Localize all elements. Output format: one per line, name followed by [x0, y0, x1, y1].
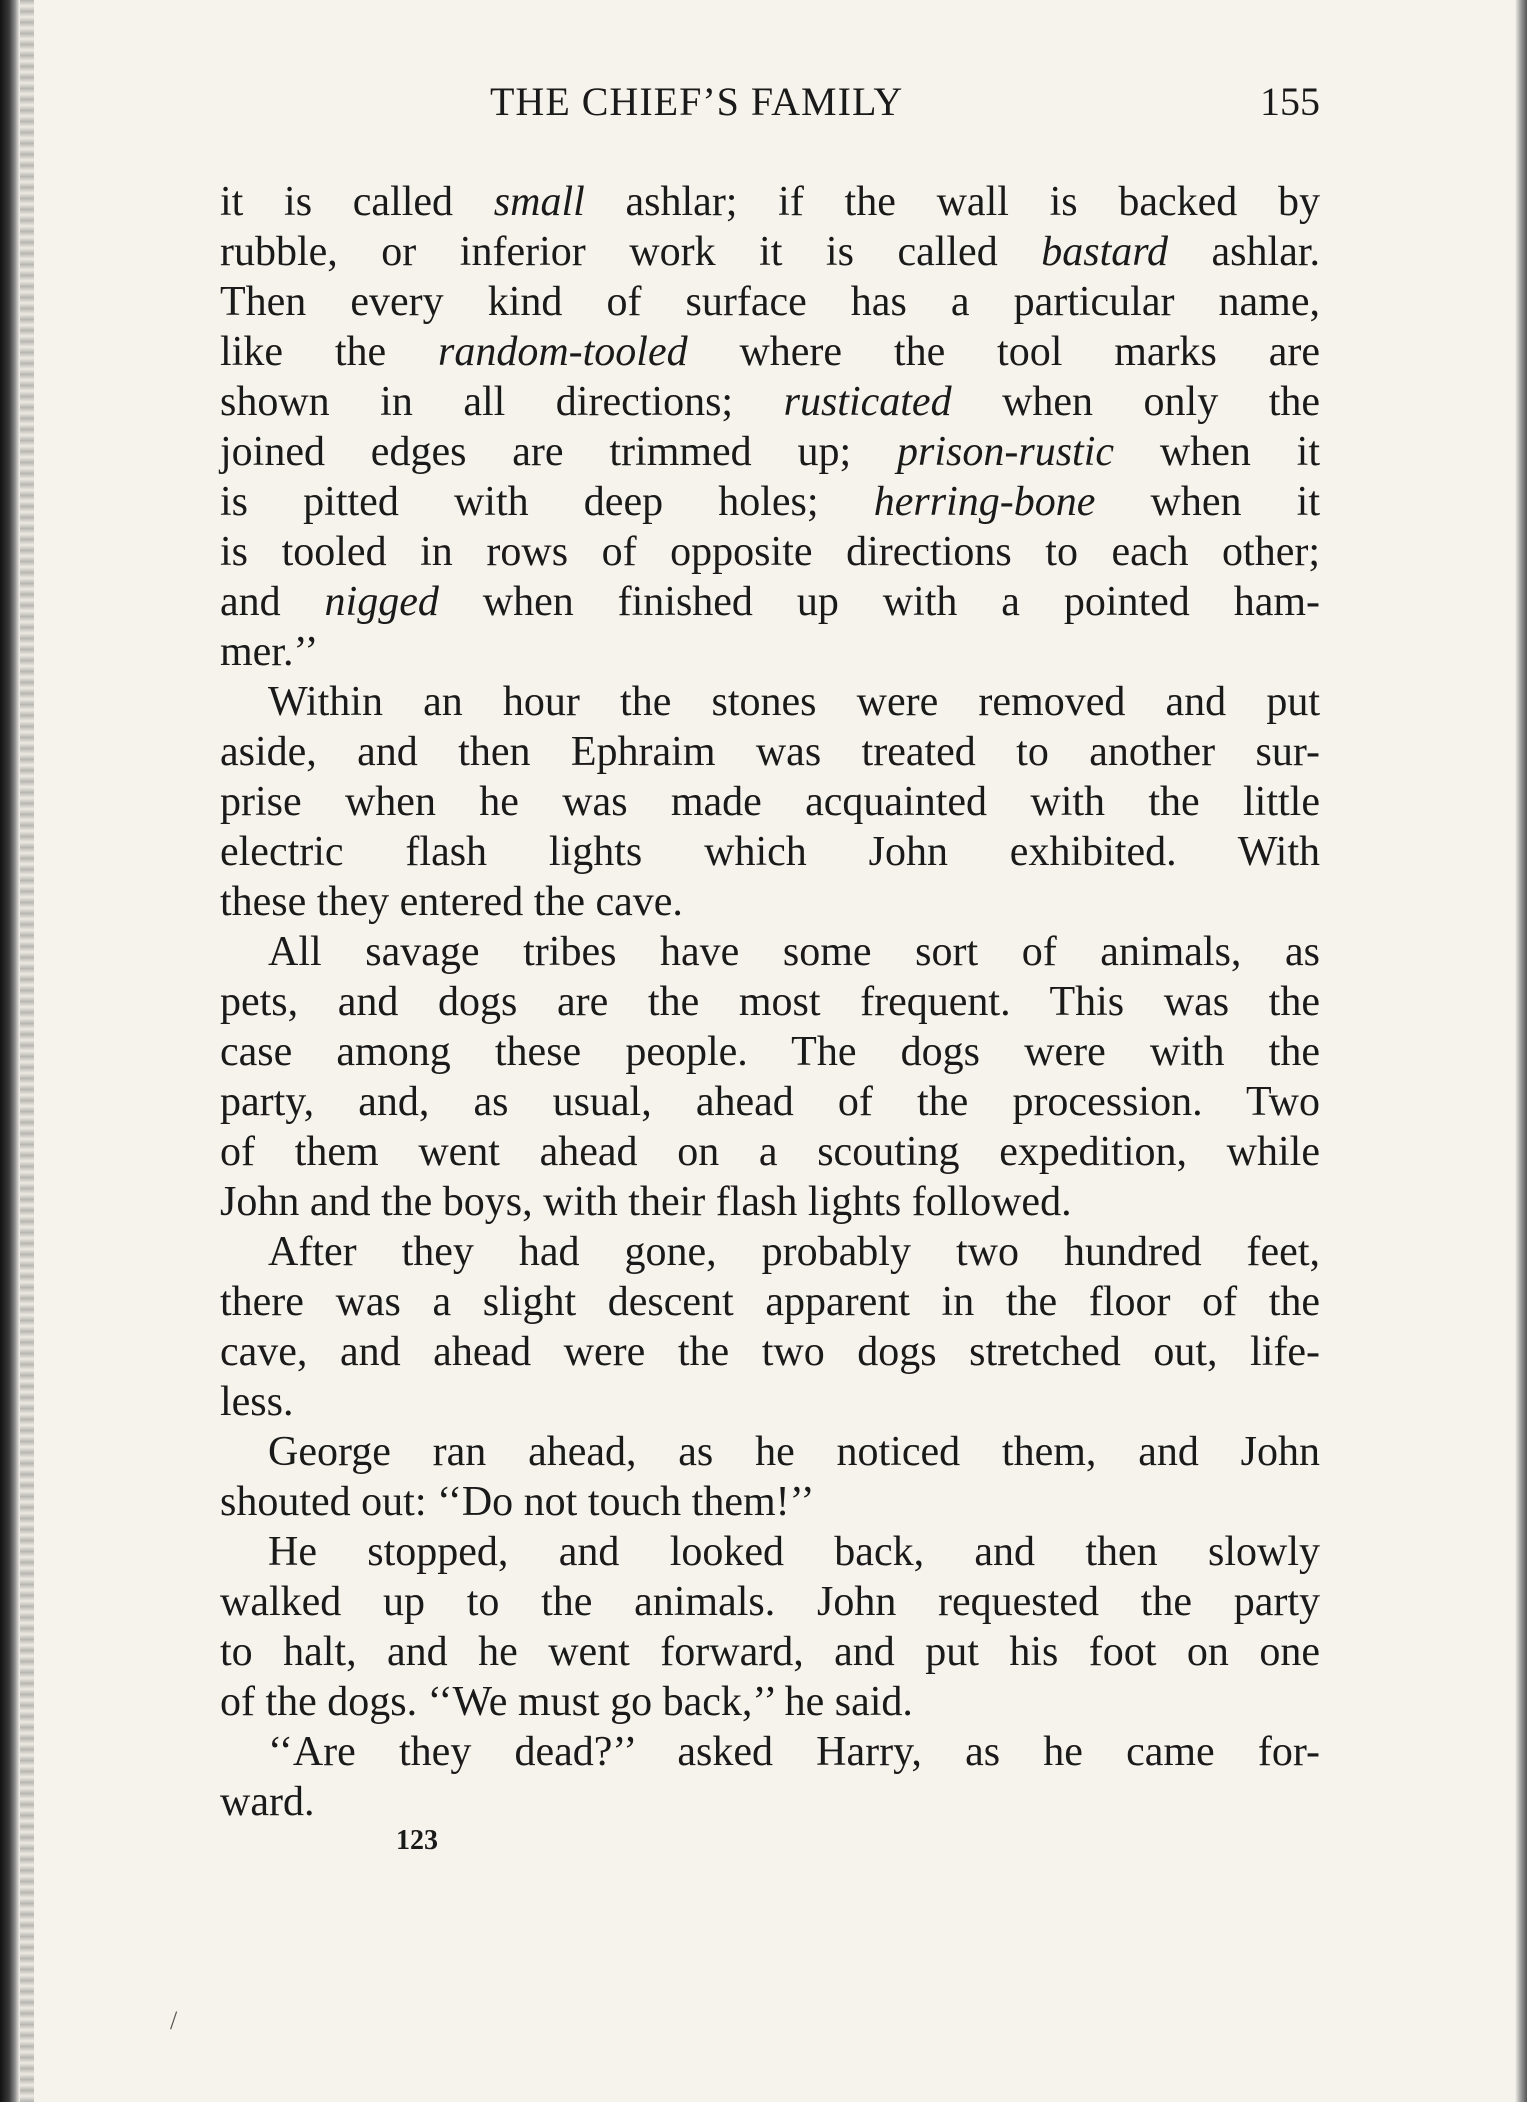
text-line	[220, 377, 1320, 427]
text-segment: George ran ahead, as he noticed them, and John	[268, 1429, 1320, 1475]
italic-term: random-tooled	[437, 329, 688, 375]
text-segment: when it	[1095, 479, 1320, 525]
italic-term: small	[493, 179, 585, 225]
text-segment: After they had gone, probably two hundred feet,	[268, 1229, 1320, 1275]
text-line	[220, 977, 1320, 1027]
text-line	[220, 277, 1320, 327]
text-segment: aside, and then Ephraim was treated to another sur-	[220, 729, 1320, 775]
text-line	[220, 1127, 1320, 1177]
text-line	[220, 477, 1320, 527]
text-segment: rubble, or inferior work it is called	[220, 229, 1042, 275]
text-line	[220, 627, 1320, 677]
text-segment: to halt, and he went forward, and put his foot on one	[220, 1629, 1320, 1675]
text-line	[220, 1227, 1320, 1277]
text-segment: case among these people. The dogs were with the	[220, 1029, 1320, 1075]
text-segment: joined edges are trimmed up;	[220, 429, 898, 475]
signature-mark: 123	[396, 1825, 438, 1856]
binding-shadow-right	[1515, 0, 1527, 2102]
text-segment: when finished up with a pointed ham-	[438, 579, 1320, 625]
text-segment: is pitted with deep holes;	[220, 479, 874, 525]
binding-shadow-left	[0, 0, 20, 2102]
text-line	[220, 1527, 1320, 1577]
text-line	[220, 727, 1320, 777]
text-line	[220, 577, 1320, 627]
text-segment: is tooled in rows of opposite directions to each other;	[220, 529, 1320, 575]
text-segment: electric flash lights which John exhibited. With	[220, 829, 1320, 875]
text-line	[220, 877, 1320, 927]
text-line	[220, 927, 1320, 977]
text-segment: and	[220, 579, 325, 625]
italic-term: prison-rustic	[897, 429, 1115, 475]
running-head: THE CHIEF’S FAMILY	[490, 79, 904, 124]
text-segment: like the	[220, 329, 438, 375]
text-line	[220, 427, 1320, 477]
text-line	[220, 227, 1320, 277]
text-line	[220, 327, 1320, 377]
text-segment: when only the	[951, 379, 1321, 425]
text-line	[220, 1427, 1320, 1477]
text-segment: it is called	[220, 179, 494, 225]
text-segment: cave, and ahead were the two dogs stretched out, life-	[220, 1329, 1320, 1375]
text-line	[220, 1077, 1320, 1127]
text-segment: of the dogs. ‘‘We must go back,’’ he said.	[220, 1679, 913, 1725]
text-line	[220, 1477, 1320, 1527]
page-number: 155	[1260, 79, 1320, 124]
text-line	[220, 1627, 1320, 1677]
text-segment: prise when he was made acquainted with the little	[220, 779, 1320, 825]
text-segment: John and the boys, with their flash lights followed.	[220, 1179, 1072, 1225]
text-segment: Then every kind of surface has a particular name,	[220, 279, 1320, 325]
text-line	[220, 177, 1320, 227]
text-segment: ashlar.	[1168, 229, 1321, 275]
text-segment: where the tool marks are	[687, 329, 1320, 375]
text-segment: He stopped, and looked back, and then slowly	[268, 1529, 1320, 1575]
text-line	[220, 1377, 1320, 1427]
page-header	[220, 78, 1320, 138]
text-line	[220, 1177, 1320, 1227]
italic-term: nigged	[324, 579, 439, 625]
text-segment: party, and, as usual, ahead of the procession. Two	[220, 1079, 1320, 1125]
text-segment: mer.’’	[220, 629, 319, 675]
text-segment: when it	[1114, 429, 1321, 475]
text-segment: there was a slight descent apparent in the floor of the	[220, 1279, 1320, 1325]
italic-term: herring-bone	[873, 479, 1096, 525]
text-line	[220, 777, 1320, 827]
binding-fringe-left	[20, 0, 34, 2102]
text-segment: All savage tribes have some sort of animals, as	[268, 929, 1320, 975]
text-segment: ‘‘Are they dead?’’ asked Harry, as he came for-	[268, 1729, 1320, 1775]
text-line	[220, 1577, 1320, 1627]
text-segment: pets, and dogs are the most frequent. This was the	[220, 979, 1320, 1025]
text-line	[220, 1277, 1320, 1327]
stray-ink-mark: /	[170, 2006, 178, 2035]
text-segment: ward.	[220, 1779, 315, 1825]
text-line	[220, 1677, 1320, 1727]
text-segment: shouted out: ‘‘Do not touch them!’’	[220, 1479, 815, 1525]
text-line	[220, 677, 1320, 727]
text-line	[220, 827, 1320, 877]
italic-term: bastard	[1041, 229, 1169, 275]
text-segment: shown in all directions;	[220, 379, 784, 425]
body-text	[220, 177, 1320, 1827]
italic-term: rusticated	[783, 379, 952, 425]
text-segment: of them went ahead on a scouting expedition, while	[220, 1129, 1320, 1175]
text-segment: these they entered the cave.	[220, 879, 683, 925]
text-segment: less.	[220, 1379, 294, 1425]
text-line	[220, 1027, 1320, 1077]
text-segment: ashlar; if the wall is backed by	[584, 179, 1320, 225]
text-segment: Within an hour the stones were removed and put	[268, 679, 1320, 725]
text-line	[220, 1327, 1320, 1377]
text-line	[220, 1777, 1320, 1827]
text-line	[220, 1727, 1320, 1777]
text-segment: walked up to the animals. John requested the party	[220, 1579, 1320, 1625]
text-line	[220, 527, 1320, 577]
